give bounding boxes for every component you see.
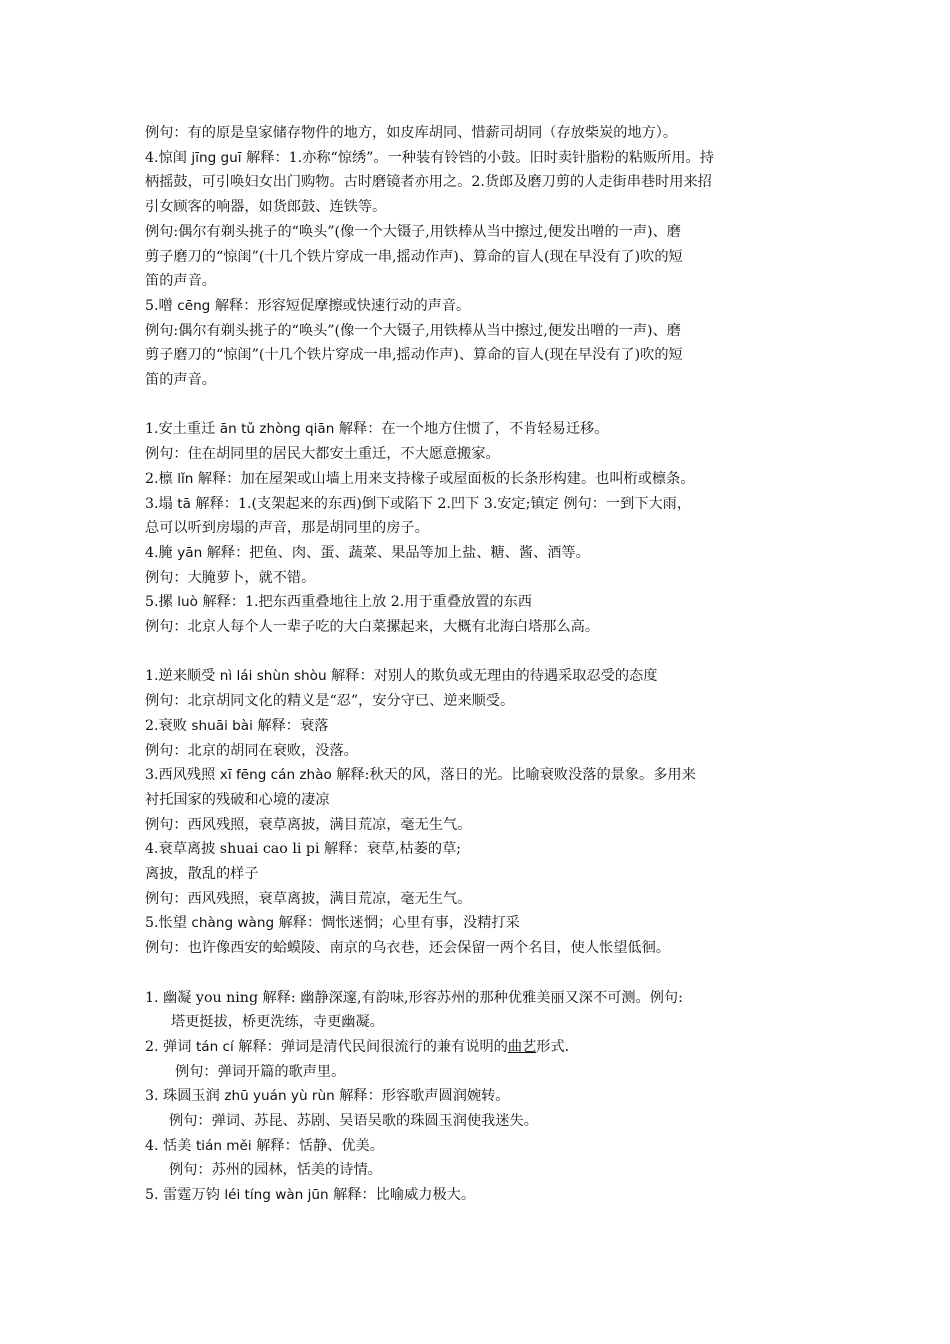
- pinyin: léi tíng wàn jūn: [224, 1187, 329, 1204]
- entry-ta: [145, 492, 815, 517]
- entry-xifengcanzhao: [145, 763, 815, 788]
- text-line: 总可以听到房塌的声音，那是胡同里的房子。: [145, 520, 429, 537]
- entry-term: 5.噌: [145, 297, 178, 314]
- document-page: [145, 121, 815, 1208]
- section-gap: [145, 393, 815, 418]
- example-sentence: 例句：有的原是皇家储存物件的地方，如皮库胡同、惜薪司胡同（存放柴炭的地方）。: [145, 125, 678, 141]
- example-sentence: 例句：大腌萝卜，就不错。: [145, 569, 316, 586]
- pinyin: chàng wàng: [191, 915, 275, 932]
- entry-zhuyuanyurun: [145, 1084, 815, 1109]
- pinyin: zhū yuán yù rùn: [224, 1088, 335, 1105]
- entry-definition: 解释：1.(支架起来的东西)倒下或陷下 2.凹下 3.安定;镇定 例句：一到下大雨，: [190, 495, 692, 512]
- entry-term: 4.腌: [145, 544, 178, 561]
- example-sentence: 例句:偶尔有剃头挑子的“唤头”(像一个大镊子,用铁棒从当中擦过,便发出噌的一声)、磨: [145, 223, 681, 240]
- entry-term: 3.塌: [145, 495, 178, 512]
- pinyin: yān: [177, 544, 203, 561]
- pinyin: tán cí: [195, 1038, 234, 1055]
- entry-term: 1.安土重迁: [145, 421, 220, 438]
- entry-changwang: [145, 911, 815, 936]
- entry-definition: 解释：弹词是清代民间很流行的兼有说明的: [233, 1038, 508, 1055]
- entry-definition: 解释：对别人的欺负或无理由的待遇采取忍受的态度: [326, 668, 658, 685]
- pinyin: lǐn: [177, 470, 194, 487]
- pinyin: tián měi: [195, 1137, 252, 1154]
- entry-definition: 解释：1.亦称“惊绣”。一种装有铃铛的小鼓。旧时卖针脂粉的粘贩所用。持: [241, 149, 714, 166]
- text-line: 剪子磨刀的“惊闺”(十几个铁片穿成一串,摇动作声)、算命的盲人(现在早没有了)吹的短: [145, 347, 683, 364]
- example-sentence: 例句：苏州的园林，恬美的诗情。: [169, 1162, 382, 1179]
- entry-luo: [145, 590, 815, 615]
- entry-definition: 解释：形容歌声圆润婉转。: [334, 1088, 510, 1105]
- example-sentence: 例句：住在胡同里的居民大都安土重迁，不大愿意搬家。: [145, 446, 500, 463]
- entry-term: 5.摞: [145, 594, 178, 611]
- example-sentence: 例句：也许像西安的蛤蟆陵、南京的乌衣巷，还会保留一两个名目，使人怅望低徊。: [145, 940, 670, 957]
- example-sentence: 例句：西风残照，衰草离披，满目荒凉，毫无生气。: [145, 816, 472, 833]
- entry-term: 4.惊闺: [145, 149, 192, 166]
- example-sentence: 例句：北京胡同文化的精义是“忍”，安分守已、逆来顺受。: [145, 693, 515, 710]
- entry-definition: 形式.: [536, 1038, 570, 1055]
- entry-definition: 解释：比喻威力极大。: [328, 1187, 476, 1204]
- entry-definition: 解释：恬静、优美。: [251, 1137, 384, 1154]
- entry-term: 2.衰败: [145, 717, 192, 734]
- entry-term: 3. 珠圆玉润: [145, 1088, 225, 1105]
- entry-term: 2.檩: [145, 470, 178, 487]
- text-line: 衬托国家的残破和心境的凄凉: [145, 791, 330, 808]
- text-line: 引女顾客的响器，如货郎鼓、连铁等。: [145, 199, 387, 216]
- entry-tianmei: [145, 1134, 815, 1159]
- example-sentence: 例句：弹词、苏昆、苏剧、吴语吴歌的珠圆玉润使我迷失。: [169, 1113, 538, 1130]
- entry-shuaibai: [145, 714, 815, 739]
- entry-term: 3.西风残照: [145, 767, 220, 784]
- pinyin: ān tǔ zhòng qiān: [219, 421, 335, 438]
- entry-definition: 解释：在一个地方住惯了，不肯轻易迁移。: [334, 421, 609, 438]
- section-gap: [145, 961, 815, 986]
- entry-term: 2. 弹词: [145, 1038, 196, 1055]
- pinyin: shuāi bài: [191, 717, 253, 734]
- pinyin: nì lái shùn shòu: [219, 668, 327, 685]
- entry-shuaicaolipi: 4.衰草离披 shuai cao li pi 解释：衰草,枯萎的草;: [145, 841, 462, 858]
- text-line: 塔更挺拔，桥更洗练，寺更幽凝。: [171, 1014, 384, 1031]
- entry-definition: 解释:秋天的风，落日的光。比喻衰败没落的景象。多用来: [331, 767, 696, 784]
- text-line: 离披，散乱的样子: [145, 866, 259, 883]
- entry-lin: [145, 467, 815, 492]
- example-sentence: 例句：北京人每个人一辈子吃的大白菜摞起来，大概有北海白塔那么高。: [145, 619, 600, 636]
- entry-leitingwanjun: [145, 1183, 815, 1208]
- example-sentence: 例句:偶尔有剃头挑子的“唤头”(像一个大镊子,用铁棒从当中擦过,便发出噌的一声)、磨: [145, 322, 681, 339]
- entry-term: 5. 雷霆万钧: [145, 1187, 225, 1204]
- text-line: 剪子磨刀的“惊闺”(十几个铁片穿成一串,摇动作声)、算命的盲人(现在早没有了)吹的短: [145, 248, 683, 265]
- underlined-term: 曲艺: [507, 1038, 537, 1055]
- pinyin: luò: [177, 594, 198, 611]
- text-line: 柄摇鼓，可引唤妇女出门购物。古时磨镜者亦用之。2.货郎及磨刀剪的人走街串巷时用来招: [145, 174, 712, 191]
- pinyin: tā: [177, 495, 191, 512]
- pinyin: jīng guī: [191, 149, 242, 166]
- entry-term: 1.逆来顺受: [145, 668, 220, 685]
- entry-youning: 1. 幽凝 you ning 解释: 幽静深邃,有韵味,形容苏州的那种优雅美丽又深不可测。例句:: [145, 989, 683, 1006]
- pinyin: cēng: [177, 297, 211, 314]
- example-sentence: 例句：北京的胡同在衰败，没落。: [145, 742, 358, 759]
- text-line: 笛的声音。: [145, 372, 216, 389]
- entry-definition: 解释：加在屋架或山墙上用来支持椽子或屋面板的长条形构建。也叫桁或檩条。: [193, 470, 695, 487]
- entry-nilaishunshou: [145, 664, 815, 689]
- entry-definition: 解释：衰落: [252, 717, 329, 734]
- entry-definition: 解释：惆怅迷惘；心里有事，没精打采: [274, 915, 520, 932]
- entry-definition: 解释：形容短促摩擦或快速行动的声音。: [210, 297, 471, 314]
- entry-jingui: [145, 146, 815, 171]
- entry-tanci: [145, 1035, 815, 1060]
- section-gap: [145, 640, 815, 665]
- entry-definition: 解释：1.把东西重叠地往上放 2.用于重叠放置的东西: [197, 594, 532, 611]
- entry-yan: [145, 541, 815, 566]
- text-line: 笛的声音。: [145, 273, 216, 290]
- entry-term: 4. 恬美: [145, 1137, 196, 1154]
- entry-ceng: [145, 294, 815, 319]
- example-sentence: 例句：弹词开篇的歌声里。: [175, 1063, 346, 1080]
- entry-antuzhongqian: [145, 417, 815, 442]
- example-sentence: 例句：西风残照，衰草离披，满目荒凉，毫无生气。: [145, 890, 472, 907]
- entry-definition: 解释：把鱼、肉、蛋、蔬菜、果品等加上盐、糖、酱、酒等。: [202, 544, 590, 561]
- pinyin: xī fēng cán zhào: [219, 767, 332, 784]
- entry-term: 5.怅望: [145, 915, 192, 932]
